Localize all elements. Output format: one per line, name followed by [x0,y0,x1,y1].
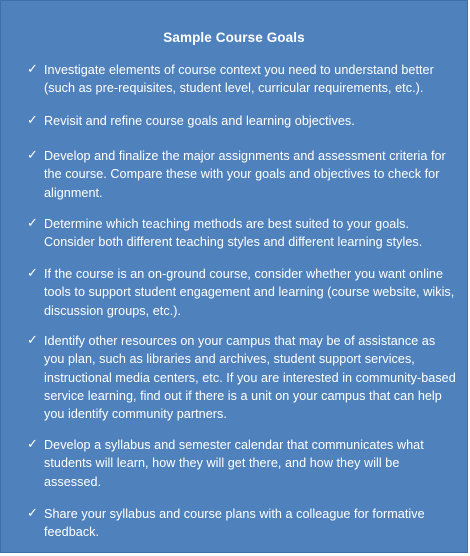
check-icon: ✓ [27,113,38,128]
check-icon: ✓ [27,506,38,521]
check-icon: ✓ [27,266,38,281]
goal-item [27,215,457,252]
check-icon: ✓ [27,216,38,231]
goal-text: Determine which teaching methods are best suited to your goals. Consider both different teaching styles and different learning styles. [44,217,423,250]
goal-item [27,61,457,98]
goal-item [27,265,457,320]
check-icon: ✓ [27,148,38,163]
goal-text: If the course is an on-ground course, consider whether you want online tools to support student engagement and learning (course website, wikis, discussion groups, etc.). [44,267,455,318]
goal-item [27,436,457,491]
goal-text: Investigate elements of course context you need to understand better (such as pre-requisites, student level, curricular requirements, etc.). [44,63,434,96]
check-icon: ✓ [27,62,38,77]
panel-title: Sample Course Goals [163,30,305,45]
goal-item [27,332,457,423]
goal-item [27,505,457,542]
goal-text: Identify other resources on your campus that may be of assistance as you plan, such as libraries and archives, student support services, instructional media centers, etc. If you are interested in community-based service learning, find out if there is a unit on your campus that can help you identify community partners. [44,334,456,422]
goal-item [27,112,457,130]
goal-text: Revisit and refine course goals and learning objectives. [44,114,355,128]
check-icon: ✓ [27,437,38,452]
check-icon: ✓ [27,333,38,348]
goal-item [27,147,457,202]
goal-text: Develop and finalize the major assignments and assessment criteria for the course. Compare these with your goals and objectives to check for alignment. [44,149,446,200]
goal-text: Develop a syllabus and semester calendar that communicates what students will learn, how they will get there, and how they will be assessed. [44,438,424,489]
goal-text: Share your syllabus and course plans with a colleague for formative feedback. [44,507,425,540]
